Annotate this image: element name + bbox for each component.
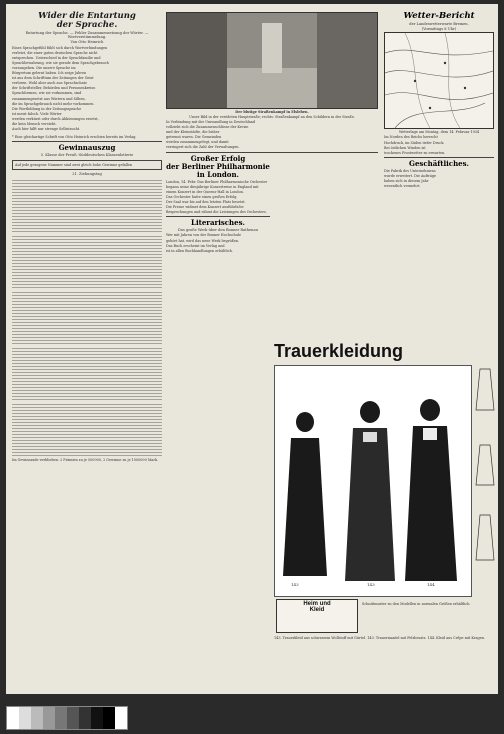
lottery-date: 21. Ziehungstag <box>72 171 102 176</box>
text-line: Die Presse widmet dem Konzert ausführliche <box>166 205 244 210</box>
brand-line-2: Kleid <box>309 607 325 613</box>
text-line: Bei östlichen Winden ist <box>384 145 426 150</box>
weather-subtitle-time: (Vormittags 8 Uhr) <box>421 27 457 32</box>
weather-body <box>384 135 494 154</box>
text-line: Der Saal war bis auf den letzten Platz besetzt. <box>166 199 246 204</box>
swatch <box>67 707 79 729</box>
article-title-1: Wider die Entartung <box>38 11 136 21</box>
fashion-figures <box>275 366 471 596</box>
text-line: verringert sich die Zahl der Verwaltungen. <box>166 145 240 150</box>
article-byline: Von Otto Heinrich <box>70 40 104 45</box>
text-line: getrennt waren. Die Gemeinden <box>166 135 222 140</box>
column-middle <box>166 12 378 254</box>
literary-subtitle: Das große Werk über den Bonner Rathenau <box>178 228 258 233</box>
concert-title-1: Großer Erfolg <box>190 153 246 163</box>
swatch <box>19 707 31 729</box>
article-body-2 <box>12 91 162 131</box>
text-line: London, 14. Febr. Das Berliner Philharmonische Orchester <box>166 179 268 184</box>
photo-subcaption: Unser Bild in der verödeten Hauptstraße; rechts: Straßenkampf an den Schildern in der Straße. <box>189 115 355 119</box>
text-line: die im Sprachgebrauch nicht mehr vorkommen. <box>12 101 95 106</box>
business-title: Geschäftliches. <box>408 158 469 168</box>
lottery-numbers-1 <box>12 178 162 232</box>
concert-article <box>166 155 270 253</box>
text-line: einem Konzert in der Queens-Hall in London. <box>166 189 244 194</box>
text-line: Hochdruck, im Süden tiefer Druck. <box>384 140 445 145</box>
lottery-footer: Im Gewinnrade verblieben: 2 Prämien zu je 500000, 2 Gewinne zu je 1000000 Mark. <box>12 457 159 462</box>
text-line: wurde erweitert. Die Aufträge <box>384 173 437 178</box>
heim-und-kleid-logo <box>276 599 358 633</box>
color-calibration-strip <box>6 706 128 730</box>
text-line: haben sich in diesem Jahr <box>384 178 429 183</box>
text-line: Besprechungen und rühmt die Leistungen des Orchesters. <box>166 210 267 215</box>
figure-number-3: 144 <box>427 582 435 587</box>
text-line: verletzt, die einer guten deutschen Sprache nicht <box>12 50 98 55</box>
weather-map <box>384 32 494 129</box>
text-line: verloren. Wohl aber auch aus Sprachschatz <box>12 81 87 86</box>
weather-title: Wetter-Bericht <box>403 11 475 21</box>
text-line: werden verkürzt oder durch Abkürzungen ersetzt, <box>12 116 99 121</box>
text-line: Die Fabrik des Unternehmens <box>384 168 436 173</box>
divider <box>166 216 270 217</box>
text-line: Auch hier hilft nur strenge Selbstzucht. <box>12 127 81 132</box>
text-line: der Schriftsteller, Behörden und Personenkreise. <box>12 86 97 91</box>
text-line: begann seine diesjährige Konzertreise in England mit <box>166 184 259 189</box>
swatch <box>103 707 115 729</box>
fashion-heading: Trauerkleidung <box>274 341 404 361</box>
newspaper-page <box>6 4 498 694</box>
brand-line-1: Heim und <box>303 601 331 607</box>
text-line: Sprachbewahrung, wie sie gerade dem Sprachgebrauch <box>12 60 109 65</box>
pattern-sketches <box>472 365 498 595</box>
literary-body <box>166 233 270 252</box>
article-subtitle: Entartung der Sprache. — Fehler Zusammensetzung der Wörter. — Wortverstümmelung. <box>25 31 149 40</box>
swatch <box>31 707 43 729</box>
divider <box>12 141 162 142</box>
literary-title: Literarisches. <box>191 218 245 228</box>
weather-map-caption: Wetterlage am Montag, dem 14. Februar 1934 <box>398 130 480 135</box>
lottery-numbers-5 <box>12 402 162 456</box>
text-line: zusammengesetzt aus Wörtern und Silben, <box>12 96 86 101</box>
business-body <box>384 169 494 188</box>
text-line: trockenes Frostwetter zu erwarten. <box>384 150 446 155</box>
ad-side-text: Schnittmuster zu den Modellen in normalen Größen erhältlich. <box>362 602 471 606</box>
article-body-middle <box>166 120 378 150</box>
text-line: vollzieht sich die Zusammenschlüsse der Kreise <box>166 125 249 130</box>
lottery-numbers-2 <box>12 234 162 288</box>
text-line: gehört hat, wird das neue Werk begrüßen. <box>166 238 240 243</box>
figure-number-2: 143 <box>367 582 375 587</box>
fashion-illustration <box>274 365 472 597</box>
column-left <box>12 12 162 463</box>
lottery-numbers-4 <box>12 346 162 400</box>
article-title-2: der Sprache. <box>56 20 118 30</box>
text-line: Im Norden des Reichs herrscht <box>384 135 438 140</box>
swatch <box>79 707 91 729</box>
concert-title-2: der Berliner Philharmonie <box>166 161 270 171</box>
swatch <box>55 707 67 729</box>
swatch <box>43 707 55 729</box>
lottery-numbers-3 <box>12 290 162 344</box>
text-line: ist in allen Buchhandlungen erhältlich. <box>166 248 233 253</box>
swatch <box>7 707 19 729</box>
text-line: Sprachformen, wie sie vorkommen, sind <box>12 91 82 96</box>
text-line: Eines Sprachgefühl fühlt sich durch Wortverbindungen <box>12 45 108 50</box>
concert-title-3: in London. <box>197 169 239 179</box>
text-line: ist aus dem Schrifttum der Zeitungen der Geist <box>12 76 94 81</box>
text-line: entsprechen. Unterschied in der Sprachfamilie und <box>12 55 101 60</box>
fashion-section <box>274 341 498 686</box>
text-line: werden zusammengelegt, und damit <box>166 140 229 145</box>
concert-body <box>166 180 270 215</box>
text-line: vorausgehen. Die unsere Sprache im <box>12 65 76 70</box>
column-right <box>384 12 494 189</box>
photo-caption: Der blutige Straßenkampf in Elsleben. <box>235 110 309 114</box>
text-line: In Verbindung mit der Umwandlung in Deutschland <box>166 120 256 124</box>
lottery-title: Gewinnauszug <box>58 143 116 153</box>
figure-number-1: 143 <box>291 582 299 587</box>
text-line: Die Wortbildung in der Zeitungssprache <box>12 106 82 111</box>
lottery-subtitle: 5. Klasse der Preuß.-Süddeutschen Klassenlotterie <box>40 153 134 158</box>
text-line: Das Buch erscheint im Verlag und <box>166 243 225 248</box>
lottery-note: Auf jede gezogene Nummer sind zwei gleich hohe Gewinne gefallen <box>12 160 162 170</box>
text-line: ist meist falsch. Viele Wörter <box>12 111 62 116</box>
text-line: und der Kleinstädte, die bisher <box>166 130 220 135</box>
text-line: Das Orchester hatte einen großen Erfolg. <box>166 194 238 199</box>
text-line: wesentlich vermehrt. <box>384 184 421 189</box>
fashion-caption: 143. Trauerkleid aus schwarzem Wollstoff mit Gürtel. 143. Trauermantel mit Pelzbesatz. 144. Kleid aus Crêpe mit Kragen. <box>274 636 485 640</box>
street-photo <box>166 12 378 109</box>
text-line: die kein Mensch versteht. <box>12 122 57 127</box>
divider <box>166 152 378 153</box>
divider <box>384 157 494 158</box>
text-line: Bürgertum gelernt haben. Ich zeige Jahren <box>12 71 87 76</box>
swatch <box>91 707 103 729</box>
text-line: Wer mit Jahren von der Bonner Hochschule <box>166 233 241 238</box>
weather-subtitle: der Landeswetterwarte Bremen. <box>409 22 469 26</box>
article-body-1 <box>12 46 162 91</box>
article-footnote: * Eine gleichartige Schrift von Otto Heinrich erschien bereits im Verlag. <box>12 135 137 140</box>
